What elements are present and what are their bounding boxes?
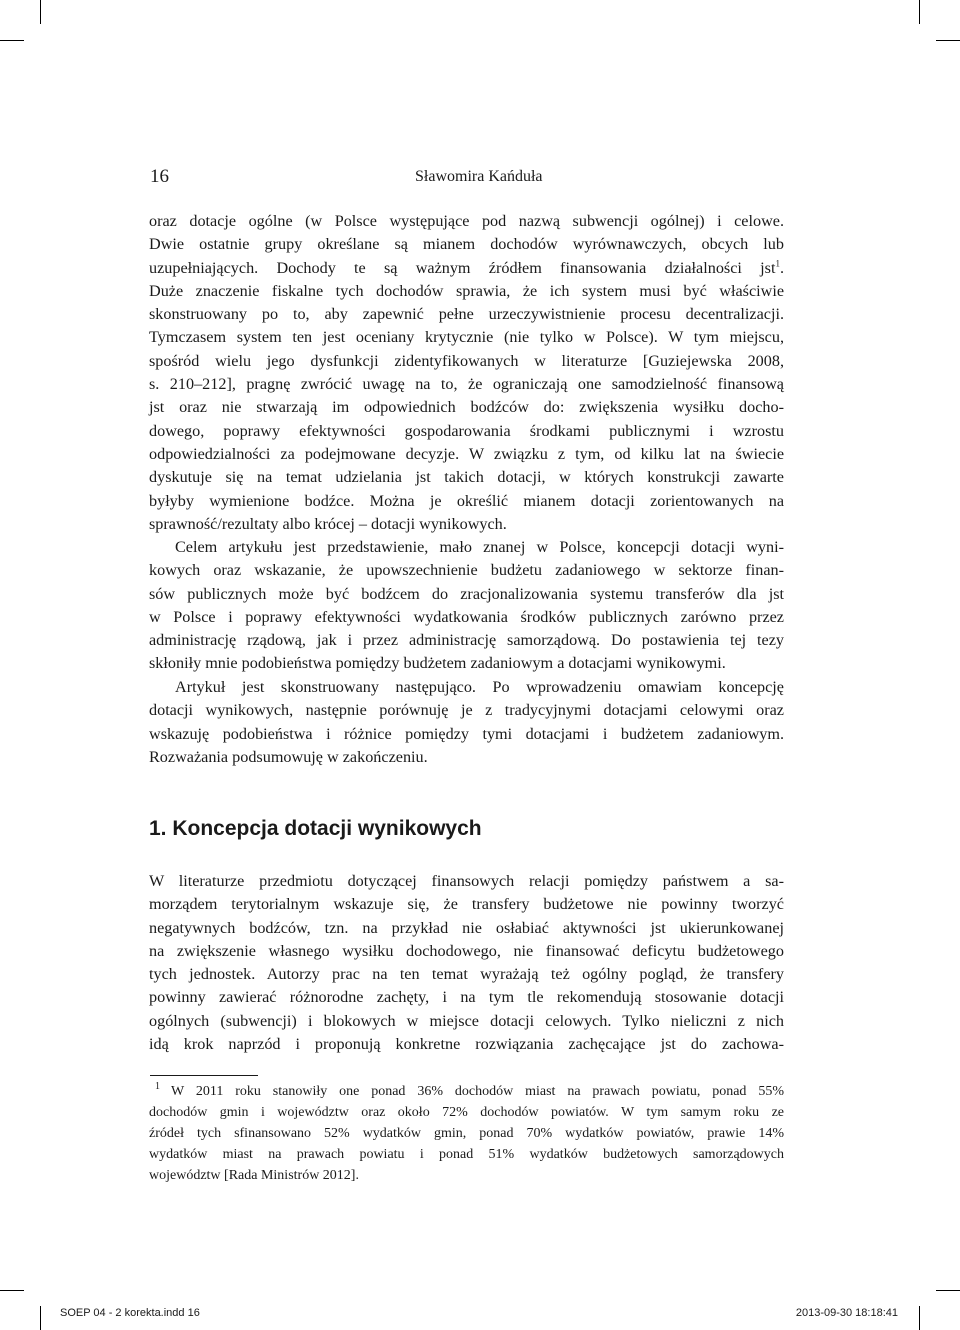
- crop-mark-bottom-right-h: [936, 1290, 960, 1291]
- text-line: sprawność/rezultaty albo krócej – dotacji wynikowych.: [149, 514, 507, 533]
- text-line: administrację rządową, jak i przez administrację samorządową. Do postawienia tej tezy: [149, 631, 784, 650]
- text-line: W literaturze przedmiotu dotyczącej finansowych relacji pomiędzy państwem a sa-: [149, 872, 784, 890]
- section-paragraph: [149, 870, 784, 1056]
- text-line: idą krok naprzód i proponują konkretne rozwiązania zachęcające jst do zachowa-: [149, 1035, 784, 1054]
- text-line: ogólnych (subwencji) i blokowych w miejsce dotacji celowych. Tylko nieliczni z nich: [149, 1011, 784, 1030]
- text-line: skonstruowany po to, aby zapewnić pełne urzeczywistnienie procesu decentralizacji.: [149, 305, 784, 324]
- crop-mark-top-right: [919, 0, 920, 24]
- text-line: powinny zawierać różnorodne zachęty, i na tym tle rekomendują stosowanie dotacji: [149, 988, 784, 1007]
- text-line: Dwie ostatnie grupy określane są mianem dochodów wyrównawczych, obcych lub: [149, 235, 784, 254]
- footnote-divider: [150, 1075, 258, 1076]
- text-line: w Polsce i poprawy efektywności wydatkowania środków publicznych zarówno przez: [149, 607, 784, 626]
- text-line: odpowiedzialności za podejmowane decyzje. W związku z tym, od kilku lat na świecie: [149, 444, 784, 463]
- text-line: uzupełniających. Dochody te są ważnym źródłem finansowania działalności jst$^1$.: [149, 258, 784, 277]
- section-heading: 1. Koncepcja dotacji wynikowych: [149, 817, 482, 840]
- paragraph-structure: [149, 676, 784, 769]
- text-line: oraz dotacje ogólne (w Polsce występujące pod nazwą subwencji ogólnej) i celowe.: [149, 212, 784, 230]
- text-line: sów publicznych może być bodźcem do zracjonalizowania systemu transferów dla jst: [149, 584, 784, 603]
- text-line: negatywnych bodźców, tzn. na przykład nie osłabiać aktywności jst ukierunkowanej: [149, 918, 784, 937]
- text-line: jst oraz nie stwarzają im odpowiednich bodźców do: zwiększenia wysiłku docho-: [149, 398, 784, 417]
- footnote-reference[interactable]: 1: [775, 258, 780, 269]
- text-line: dyskutuje się na temat udzielania jst takich dotacji, w których konstrukcji zawarte: [149, 468, 784, 487]
- text-line: na zwiększenie własnego wysiłku dochodowego, nie finansować deficytu budżetowego: [149, 941, 784, 960]
- text-line: kowych oraz wskazanie, że upowszechnienie budżetu zadaniowego w sektorze finan-: [149, 561, 784, 580]
- crop-mark-bottom-left-h: [0, 1290, 24, 1291]
- text-line: Duże znaczenie fiskalne tych dochodów sprawia, że ich system musi być właściwie: [149, 281, 784, 300]
- text-line: Celem artykułu jest przedstawienie, mało znanej w Polsce, koncepcji dotacji wyni-: [175, 538, 784, 556]
- text-line: dowego, poprawy efektywności gospodarowania środkami publicznymi i wzrostu: [149, 421, 784, 440]
- footnote-line: województw [Rada Ministrów 2012].: [149, 1168, 359, 1183]
- footnote-line: wydatków miast na prawach powiatu i ponad 51% wydatków budżetowych samorządowych: [149, 1147, 784, 1162]
- slug-timestamp: 2013-09-30 18:18:41: [795, 1307, 898, 1319]
- paragraph-intro-continued: [149, 210, 784, 536]
- text-line: skłoniły mnie podobieństwa pomiędzy budżetem zadaniowym a dotacjami wynikowymi.: [149, 654, 726, 673]
- text-line: spośród wielu jego dysfunkcji zidentyfikowanych w literaturze [Guziejewska 2008,: [149, 351, 784, 370]
- text-line: Rozważania podsumowuję w zakończeniu.: [149, 747, 428, 766]
- footnote: [149, 1081, 784, 1186]
- text-line: Tymczasem system ten jest oceniany krytycznie (nie tylko w Polsce). W tym miejscu,: [149, 328, 784, 347]
- slug-filename: SOEP 04 - 2 korekta.indd 16: [60, 1307, 200, 1319]
- text-line: wskazuję podobieństwa i różnice pomiędzy tymi dotacjami i budżetem zadaniowym.: [149, 724, 784, 743]
- text-line: Artykuł jest skonstruowany następująco. Po wprowadzeniu omawiam koncepcję: [175, 678, 784, 696]
- page-number: 16: [150, 166, 169, 187]
- crop-mark-top-left: [40, 0, 41, 24]
- text-line: s. 210–212], pragnę zwrócić uwagę na to, że ograniczają one samodzielność finansową: [149, 375, 784, 394]
- crop-mark-top-right-h: [936, 40, 960, 41]
- text-line: byłyby wymienione bodźce. Można je określić mianem dotacji zorientowanych na: [149, 491, 784, 510]
- print-slug: [0, 1303, 960, 1323]
- text-line: tych jednostek. Autorzy prac na ten temat wyrażają też ogólny pogląd, że transfery: [149, 965, 784, 984]
- running-header: [150, 166, 784, 192]
- text-line: dotacji wynikowych, następnie porównuję je z tradycyjnymi dotacjami celowymi oraz: [149, 701, 784, 720]
- footnote-line: 1 W 2011 roku stanowiły one ponad 36% dochodów miast na prawach powiatu, ponad 55%: [155, 1081, 784, 1099]
- text-line: morządem terytorialnym wskazuje się, że transfery budżetowe nie powinny tworzyć: [149, 895, 784, 914]
- crop-mark-top-left-h: [0, 40, 24, 41]
- running-head-author: Sławomira Kańduła: [415, 168, 543, 185]
- paragraph-aim: [149, 536, 784, 676]
- footnote-line: dochodów gmin i województw oraz około 72% dochodów powiatów. W tym samym roku ze: [149, 1105, 784, 1120]
- footnote-line: źródeł tych sfinansowano 52% wydatków gmin, ponad 70% wydatków powiatów, prawie 14%: [149, 1126, 784, 1141]
